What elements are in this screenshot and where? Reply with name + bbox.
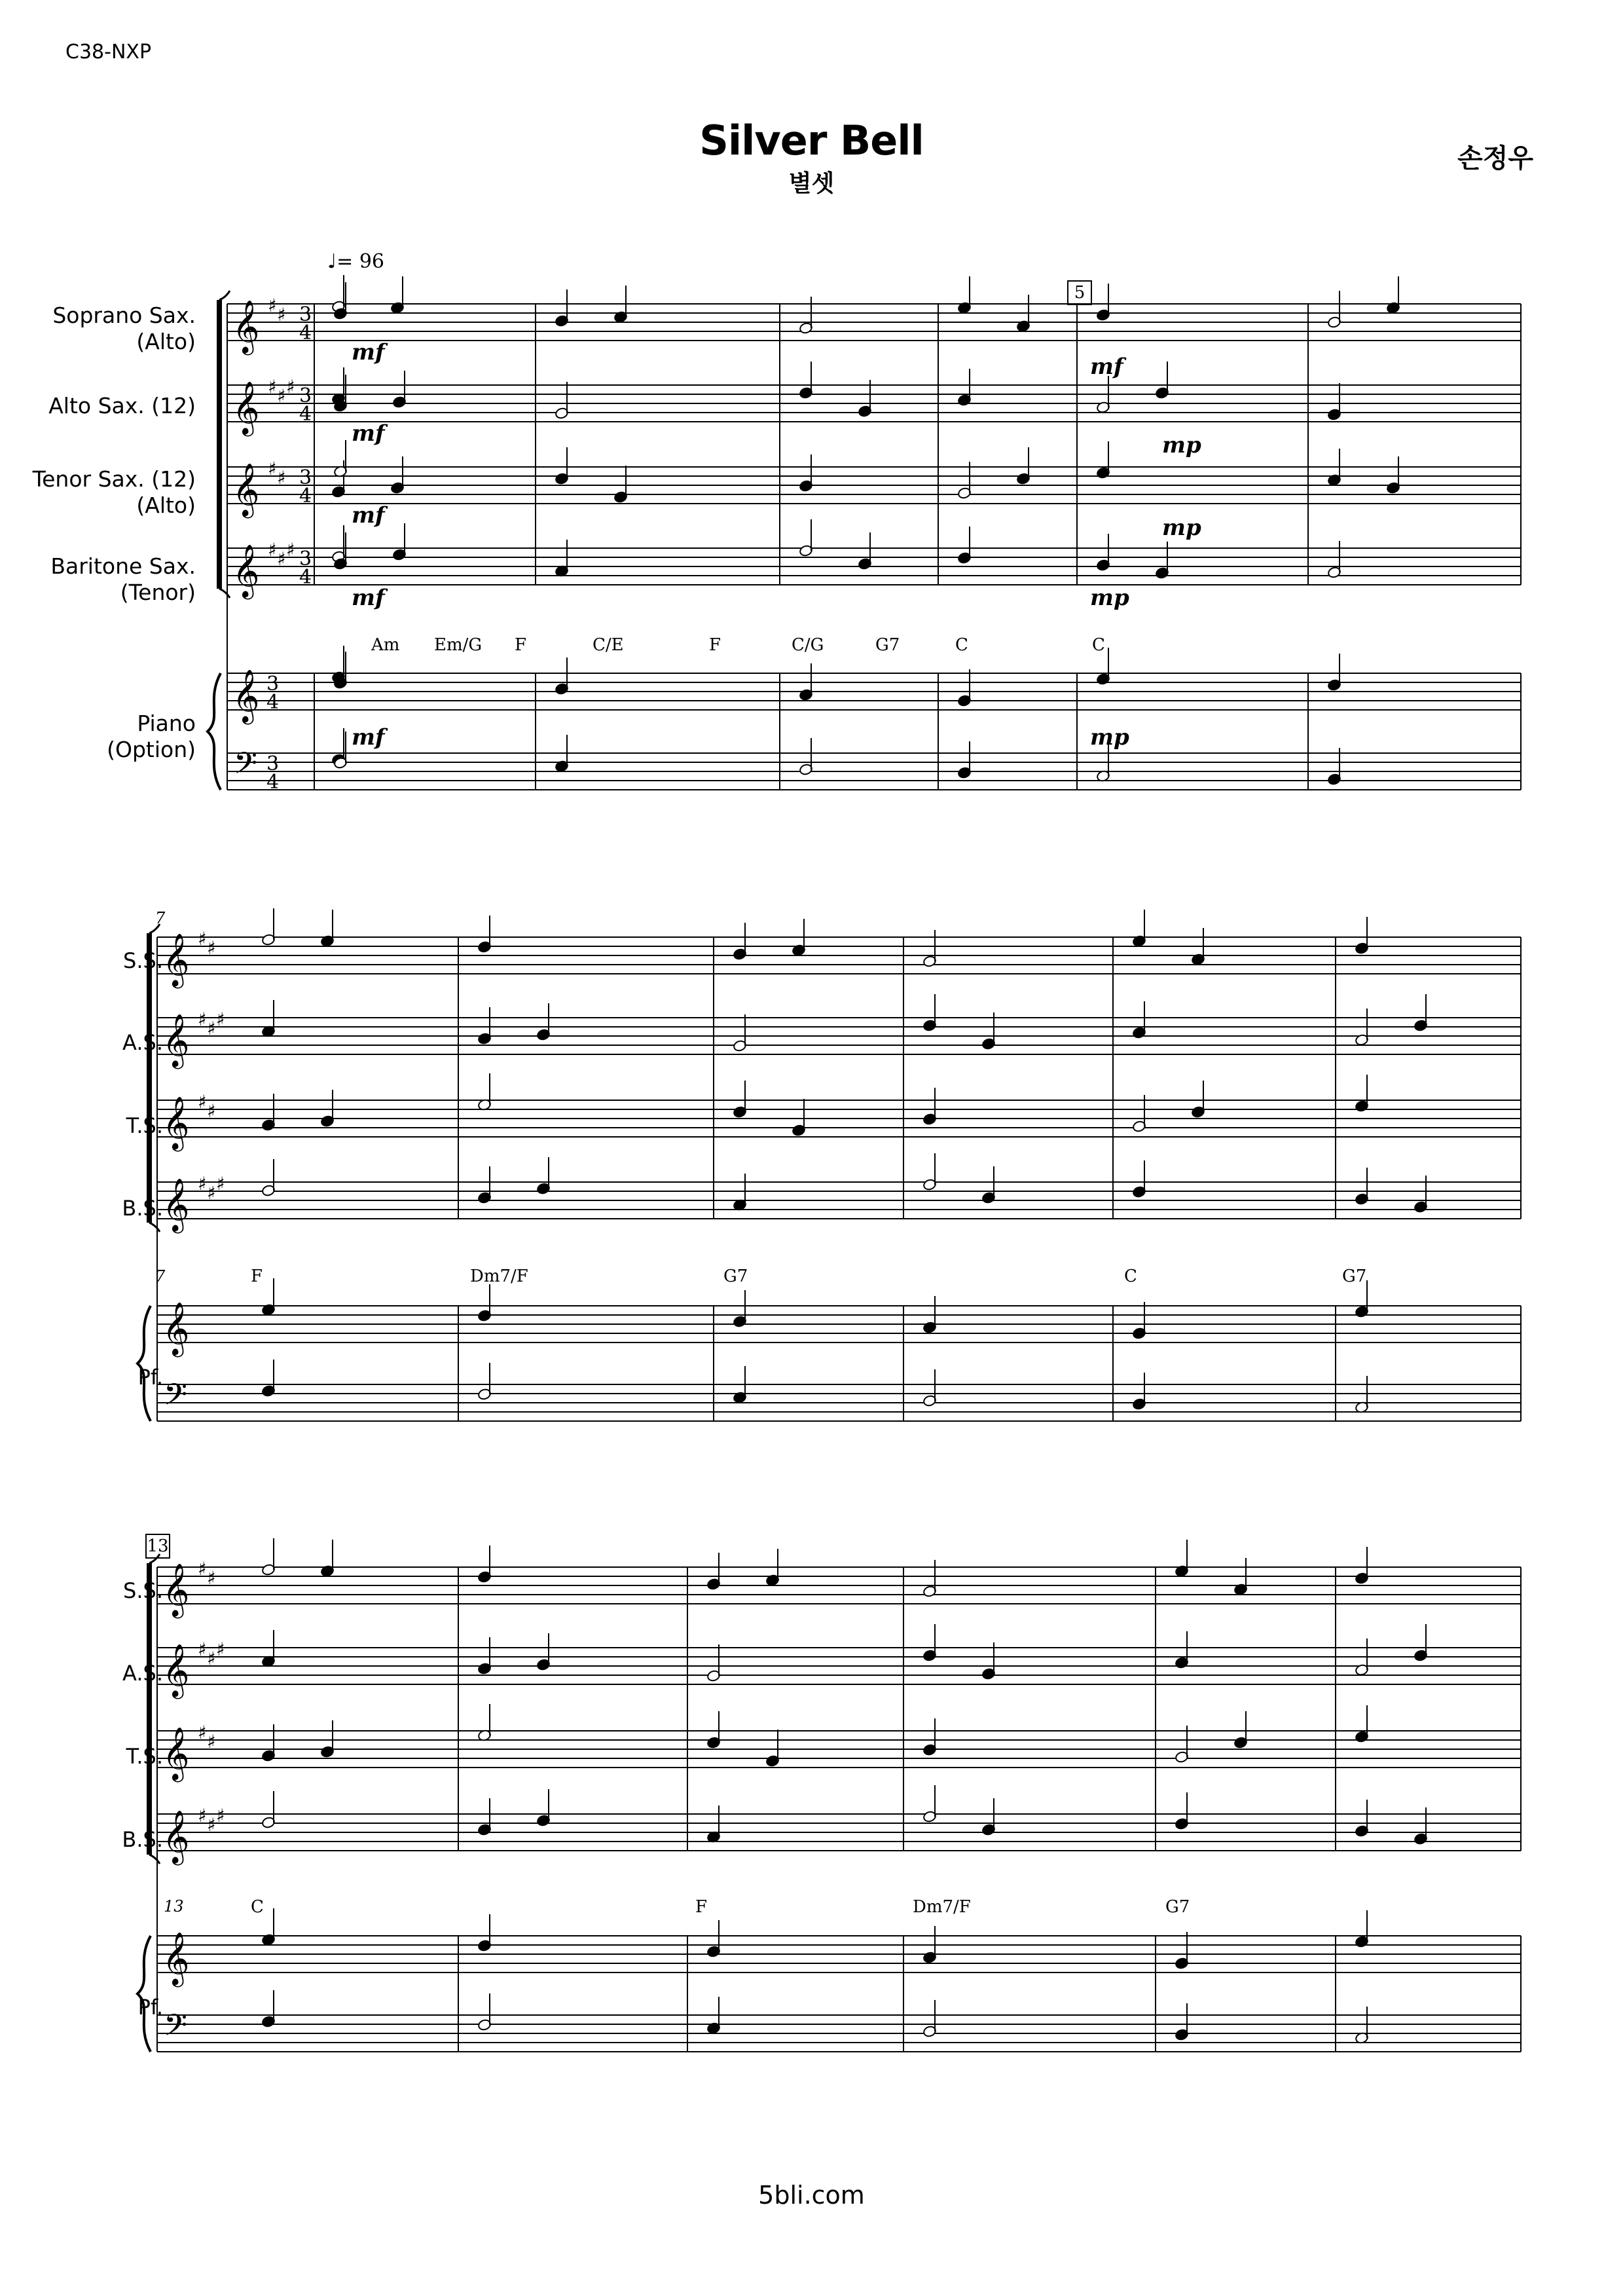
piano-brace bbox=[137, 1936, 151, 2052]
dynamic-mf: mf bbox=[352, 339, 385, 365]
sharp-sign: ♯ bbox=[277, 467, 286, 489]
sharp-sign: ♯ bbox=[268, 376, 277, 398]
measure-number: 7 bbox=[155, 909, 166, 927]
instrument-name-tenor: Tenor Sax. (12) (Alto) bbox=[32, 466, 196, 518]
chord-symbol: Dm7/F bbox=[913, 1897, 971, 1917]
sharp-sign: ♯ bbox=[207, 1100, 216, 1122]
time-sig-num: 3 bbox=[266, 752, 280, 775]
dynamic-mf: mf bbox=[352, 724, 385, 750]
short-name-as-3: A.S. bbox=[122, 1661, 163, 1686]
chord-symbol: G7 bbox=[723, 1267, 748, 1286]
time-sig-den: 4 bbox=[299, 322, 312, 344]
chord-symbol: C bbox=[1124, 1267, 1137, 1286]
sharp-sign: ♯ bbox=[207, 1814, 216, 1836]
treble-clef: 𝄞 bbox=[162, 1809, 190, 1863]
score-title: Silver Bell bbox=[699, 117, 924, 164]
treble-clef: 𝄞 bbox=[232, 380, 260, 434]
measure-number: 13 bbox=[164, 1897, 184, 1916]
dynamic-mf: mf bbox=[352, 420, 385, 447]
dynamic-mf: mf bbox=[352, 585, 385, 611]
time-sig-den: 4 bbox=[299, 403, 312, 426]
sharp-sign: ♯ bbox=[286, 376, 295, 398]
sharp-sign: ♯ bbox=[198, 1558, 207, 1580]
time-sig-num: 3 bbox=[299, 466, 312, 489]
time-sig-den: 4 bbox=[299, 485, 312, 508]
time-sig-den: 4 bbox=[299, 566, 312, 589]
treble-clef: 𝄞 bbox=[162, 1013, 190, 1067]
dynamic-mp: mp bbox=[1162, 515, 1201, 541]
chord-symbol: F bbox=[709, 635, 721, 655]
chord-symbol: C/G bbox=[792, 635, 824, 655]
sharp-sign: ♯ bbox=[216, 1639, 225, 1660]
chord-symbol: F bbox=[695, 1897, 708, 1917]
dynamic-mp: mp bbox=[1162, 432, 1201, 458]
treble-clef: 𝄞 bbox=[162, 1563, 190, 1616]
chord-symbol: F bbox=[251, 1267, 263, 1286]
bracket-hook bbox=[149, 1855, 160, 1864]
dynamic-mf: mf bbox=[352, 502, 385, 528]
short-name-bs-2: B.S. bbox=[122, 1196, 163, 1221]
sharp-sign: ♯ bbox=[286, 539, 295, 561]
treble-clef: 𝄞 bbox=[162, 1726, 190, 1780]
sharp-sign: ♯ bbox=[207, 1018, 216, 1039]
treble-clef: 𝄞 bbox=[232, 299, 260, 353]
sharp-sign: ♯ bbox=[207, 1731, 216, 1752]
short-name-ss-3: S.S. bbox=[123, 1578, 163, 1603]
measure-number: 7 bbox=[155, 1267, 166, 1286]
bracket-hook bbox=[219, 291, 230, 300]
sharp-sign: ♯ bbox=[277, 548, 286, 570]
bass-clef: 𝄢 bbox=[234, 746, 258, 788]
dynamic-mp: mp bbox=[1090, 585, 1129, 611]
sharp-sign: ♯ bbox=[198, 1722, 207, 1743]
treble-clef: 𝄞 bbox=[162, 1931, 190, 1985]
dynamic-mp: mp bbox=[1090, 724, 1129, 750]
tempo-marking: ♩= 96 bbox=[327, 250, 384, 273]
short-name-pf-3: Pf. bbox=[137, 1995, 163, 2020]
treble-clef: 𝄞 bbox=[232, 462, 260, 516]
sharp-sign: ♯ bbox=[198, 1639, 207, 1660]
bracket-hook bbox=[149, 1554, 160, 1563]
sharp-sign: ♯ bbox=[207, 1182, 216, 1204]
short-name-bs-3: B.S. bbox=[122, 1827, 163, 1852]
piano-brace bbox=[208, 673, 221, 790]
treble-clef: 𝄞 bbox=[162, 1643, 190, 1697]
score-subtitle: 별셋 bbox=[788, 170, 835, 197]
sharp-sign: ♯ bbox=[198, 928, 207, 950]
chord-symbol: C/E bbox=[593, 635, 624, 655]
treble-clef: 𝄞 bbox=[162, 1177, 190, 1231]
sharp-sign: ♯ bbox=[207, 937, 216, 959]
sharp-sign: ♯ bbox=[198, 1173, 207, 1194]
chord-symbol: G7 bbox=[875, 635, 900, 655]
short-name-pf-2: Pf. bbox=[137, 1365, 163, 1390]
sharp-sign: ♯ bbox=[268, 295, 277, 316]
bracket-hook bbox=[149, 924, 160, 933]
sharp-sign: ♯ bbox=[268, 539, 277, 561]
instrument-name-soprano: Soprano Sax. (Alto) bbox=[52, 303, 196, 354]
bass-clef: 𝄢 bbox=[164, 2008, 188, 2050]
time-sig-num: 3 bbox=[299, 547, 312, 570]
time-sig-num: 3 bbox=[266, 673, 280, 695]
instrument-name-alto: Alto Sax. (12) bbox=[48, 393, 196, 418]
chord-symbol: Am bbox=[371, 635, 400, 655]
rehearsal-mark: 5 bbox=[1067, 280, 1092, 305]
chord-symbol: Em/G bbox=[434, 635, 483, 655]
sharp-sign: ♯ bbox=[216, 1009, 225, 1030]
chord-symbol: G7 bbox=[1165, 1897, 1190, 1917]
dynamic-mf: mf bbox=[1090, 354, 1123, 380]
treble-clef: 𝄞 bbox=[232, 669, 260, 722]
sharp-sign: ♯ bbox=[277, 385, 286, 407]
score-code: C38-NXP bbox=[65, 41, 152, 64]
instrument-name-piano: Piano (Option) bbox=[107, 711, 196, 762]
chord-symbol: G7 bbox=[1342, 1267, 1367, 1286]
sharp-sign: ♯ bbox=[207, 1648, 216, 1669]
treble-clef: 𝄞 bbox=[232, 544, 260, 597]
time-sig-num: 3 bbox=[299, 303, 312, 326]
treble-clef: 𝄞 bbox=[162, 1301, 190, 1355]
bracket-hook bbox=[149, 1223, 160, 1232]
sharp-sign: ♯ bbox=[207, 1567, 216, 1589]
chord-symbol: F bbox=[515, 635, 527, 655]
chord-symbol: C bbox=[251, 1897, 264, 1917]
sharp-sign: ♯ bbox=[216, 1173, 225, 1194]
rehearsal-mark: 13 bbox=[145, 1534, 170, 1559]
short-name-as-2: A.S. bbox=[122, 1030, 163, 1055]
time-sig-den: 4 bbox=[266, 691, 280, 714]
treble-clef: 𝄞 bbox=[162, 933, 190, 986]
short-name-ts-2: T.S. bbox=[126, 1113, 163, 1138]
instrument-name-baritone: Baritone Sax. (Tenor) bbox=[50, 553, 196, 605]
sharp-sign: ♯ bbox=[216, 1805, 225, 1826]
treble-clef: 𝄞 bbox=[162, 1096, 190, 1149]
short-name-ts-3: T.S. bbox=[126, 1744, 163, 1769]
chord-symbol: Dm7/F bbox=[470, 1267, 528, 1286]
short-name-ss-2: S.S. bbox=[123, 948, 163, 973]
chord-symbol: C bbox=[955, 635, 968, 655]
time-sig-num: 3 bbox=[299, 384, 312, 407]
sharp-sign: ♯ bbox=[268, 458, 277, 479]
bass-clef: 𝄢 bbox=[164, 1377, 188, 1420]
sharp-sign: ♯ bbox=[198, 1009, 207, 1030]
chord-symbol: C bbox=[1092, 635, 1105, 655]
sharp-sign: ♯ bbox=[198, 1805, 207, 1826]
footer-site: 5bli.com bbox=[758, 2181, 865, 2210]
sharp-sign: ♯ bbox=[277, 304, 286, 325]
time-sig-den: 4 bbox=[266, 771, 280, 794]
piano-brace bbox=[137, 1306, 151, 1421]
composer-name: 손정우 bbox=[1457, 143, 1533, 174]
sharp-sign: ♯ bbox=[198, 1091, 207, 1113]
bracket-hook bbox=[219, 589, 230, 598]
